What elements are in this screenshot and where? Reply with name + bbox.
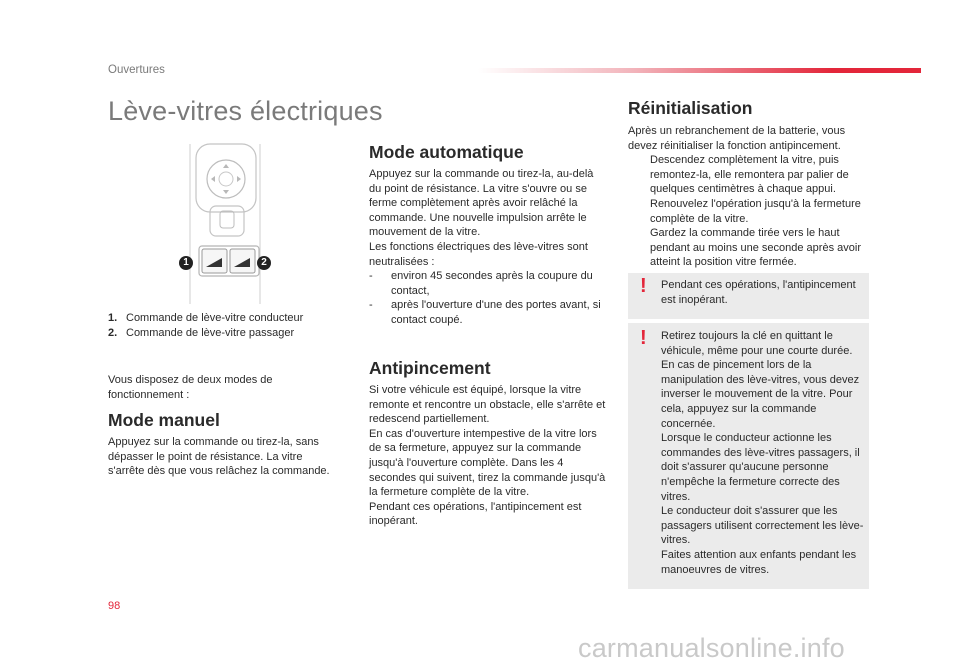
list-item <box>369 269 607 298</box>
window-switch-illustration <box>160 138 300 308</box>
heading-antipinch: Antipincement <box>369 358 491 378</box>
list-item-text: Gardez la commande tirée vers le haut pendant au moins une seconde après avoir atteint la position vitre fermée. <box>650 227 861 269</box>
legend-item <box>108 326 303 341</box>
header-accent-bar <box>478 68 921 73</box>
manual-mode-text: Appuyez sur la commande ou tirez-la, sans dépasser le point de résistance. La vitre s'arrête dès que vous relâchez la commande. <box>108 436 330 478</box>
page-title: Lève-vitres électriques <box>108 96 383 126</box>
list-item <box>369 298 607 327</box>
list-item-text: environ 45 secondes après la coupure du contact, <box>391 270 593 297</box>
list-item <box>628 153 871 197</box>
figure-legend <box>108 311 303 340</box>
legend-text: Commande de lève-vitre passager <box>126 326 295 339</box>
legend-number: 1. <box>108 312 118 324</box>
automatic-mode-section <box>369 167 607 328</box>
legend-number: 2. <box>108 326 118 339</box>
warning-icon: ! <box>640 327 647 349</box>
watermark: carmanualsonline.info <box>578 633 845 663</box>
section-label: Ouvertures <box>108 64 165 76</box>
warning-icon: ! <box>640 275 647 297</box>
dash-marker: - <box>369 299 373 312</box>
list-item-text: Renouvelez l'opération jusqu'à la fermeture complète de la vitre. <box>650 197 861 225</box>
list-item-text: après l'ouverture d'une des portes avant, si contact coupé. <box>391 299 601 326</box>
callout-1: 1 <box>179 256 193 270</box>
heading-reinitialisation: Réinitialisation <box>628 98 753 118</box>
door-panel-drawing <box>160 138 300 308</box>
heading-automatic-mode: Mode automatique <box>369 142 524 162</box>
neutralization-intro: Les fonctions électriques des lève-vitres sont neutralisées : <box>369 240 588 268</box>
warning-box <box>628 323 869 589</box>
legend-text: Commande de lève-vitre conducteur <box>126 312 304 324</box>
legend-item <box>108 311 303 326</box>
antipinch-text: Si votre véhicule est équipé, lorsque la vitre remonte et rencontre un obstacle, elle s'arrête et redescend partiellement. En cas d'ouverture intempestive de la vitre lors de sa fermeture, appuyez sur la commande jusqu'à l'ouverture complète. Dans les 4 secondes qui suivent, tirez la commande jusqu'à la fermeture complète de la vitre. Pendant ces opérations, l'antipincement est inopérant. <box>369 384 606 528</box>
heading-manual-mode: Mode manuel <box>108 410 220 430</box>
list-item-text: Descendez complètement la vitre, puis remontez-la, elle remontera par palier de quelques centimètres à chaque appui. <box>650 154 849 196</box>
neutralization-list <box>369 269 607 327</box>
reinit-intro: Après un rebranchement de la batterie, vous devez réinitialiser la fonction antipincement. <box>628 125 846 152</box>
automatic-mode-text: Appuyez sur la commande ou tirez-la, au-delà du point de résistance. La vitre s'ouvre ou se ferme complètement après avoir relâché la commande. Une nouvelle impulsion arrête le mouvement de la vitre. <box>369 168 594 239</box>
warning-text: Pendant ces opérations, l'antipincement est inopérant. <box>661 279 856 306</box>
reinit-section <box>628 124 871 270</box>
modes-intro: Vous disposez de deux modes de fonctionnement : <box>108 374 273 401</box>
dash-marker: - <box>369 270 373 283</box>
page-number: 98 <box>108 600 121 612</box>
list-item <box>628 197 871 226</box>
warning-text: Retirez toujours la clé en quittant le véhicule, même pour une courte durée. En cas de pincement lors de la manipulation des lève-vitres, vous devez inverser le mouvement de la vitre. Pour cela, appuyez sur la commande concernée. Lorsque le conducteur actionne les commandes des lève-vitres passagers, il doit s'assurer qu'aucune personne n'empêche la fermeture correcte des vitres. Le conducteur doit s'assurer que les passagers utilisent correctement les lève-vitres. Faites attention aux enfants pendant les manoeuvres de vitres. <box>661 330 864 576</box>
callout-2: 2 <box>257 256 271 270</box>
list-item <box>628 226 871 270</box>
reinit-steps <box>628 153 871 270</box>
warning-box <box>628 273 869 319</box>
